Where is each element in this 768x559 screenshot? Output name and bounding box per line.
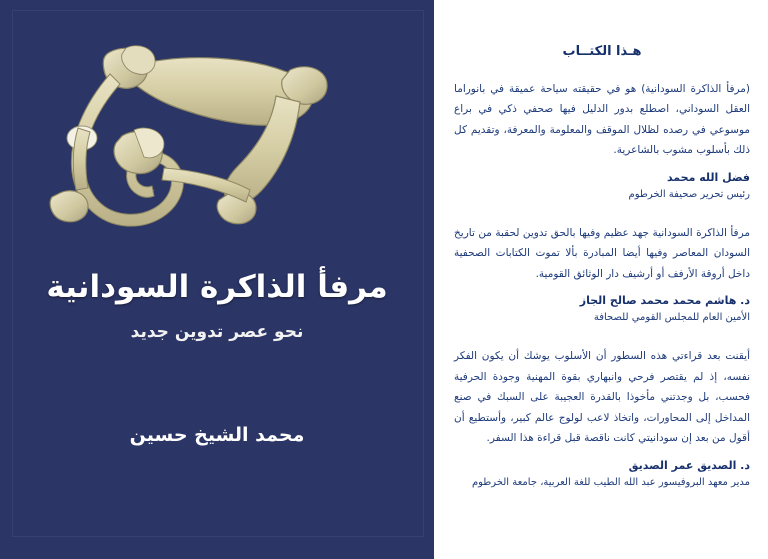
testimonial-author-role: مدير معهد البروفيسور عبد الله الطيب للغة العربية، جامعة الخرطوم: [471, 476, 750, 488]
testimonial-text: مرفأ الذاكرة السودانية جهد عظيم وفيها بالحق تدوين لحقبة من تاريخ السودان المعاصر وفيها أيضا المبادرة بألا تموت الكتابات الصحفية داخل أروقة الأرفف أو أرشيف دار الوثائق القومية.: [454, 226, 750, 280]
back-cover: [440, 0, 768, 559]
book-title: مرفأ الذاكرة السودانية: [46, 269, 388, 305]
testimonial-block: [454, 346, 750, 490]
book-author: محمد الشيخ حسين: [129, 424, 305, 446]
testimonial-author-role: رئيس تحرير صحيفة الخرطوم: [628, 188, 750, 200]
testimonial-author-role: الأمين العام للمجلس القومي للصحافة: [593, 312, 750, 324]
testimonial-text: (مرفأ الذاكرة السودانية) هو في حقيقته سياحة عميقة في بانوراما العقل السوداني، اصطلع بدور الدليل فيها صحفي ذكي في براع موسوعي في رصده لظلال الموقف والمعلومة والمعرفة، وتقديم كل ذلك بأسلوب مشوب بالشاعرية.: [454, 83, 750, 157]
book-subtitle: نحو عصر تدوين جديد: [130, 322, 304, 342]
testimonial-block: [454, 79, 750, 203]
testimonial-block: [454, 223, 750, 326]
cover-bottom-strip: [0, 545, 434, 559]
testimonial-text: أيقنت بعد قراءتي هذه السطور أن الأسلوب يوشك أن يكون الفكر نفسه، إذ لم يقتصر فرحي وانبهاري بقوة المهنية وجودة الحرفية فحسب، بل وجدتني مأخوذا بالقدرة العجيبة على السبك في صنع المداخل إلى المحاورات، واتخاذ لاعب لولوج عالم كبير، وأستطيع أن أقول من بعد إن سودانيتي كانت ناقصة قبل قراءة هذا السفر.: [454, 350, 750, 445]
testimonial-author-name: فضل الله محمد: [666, 170, 750, 184]
testimonial-author-name: د. هاشم محمد محمد صالح الجاز: [579, 294, 750, 308]
bone-sling-illustration: [14, 18, 418, 268]
about-book-heading: هـذا الكتــاب: [562, 44, 642, 59]
testimonial-author-name: د. الصديق عمر الصديق: [628, 458, 750, 472]
